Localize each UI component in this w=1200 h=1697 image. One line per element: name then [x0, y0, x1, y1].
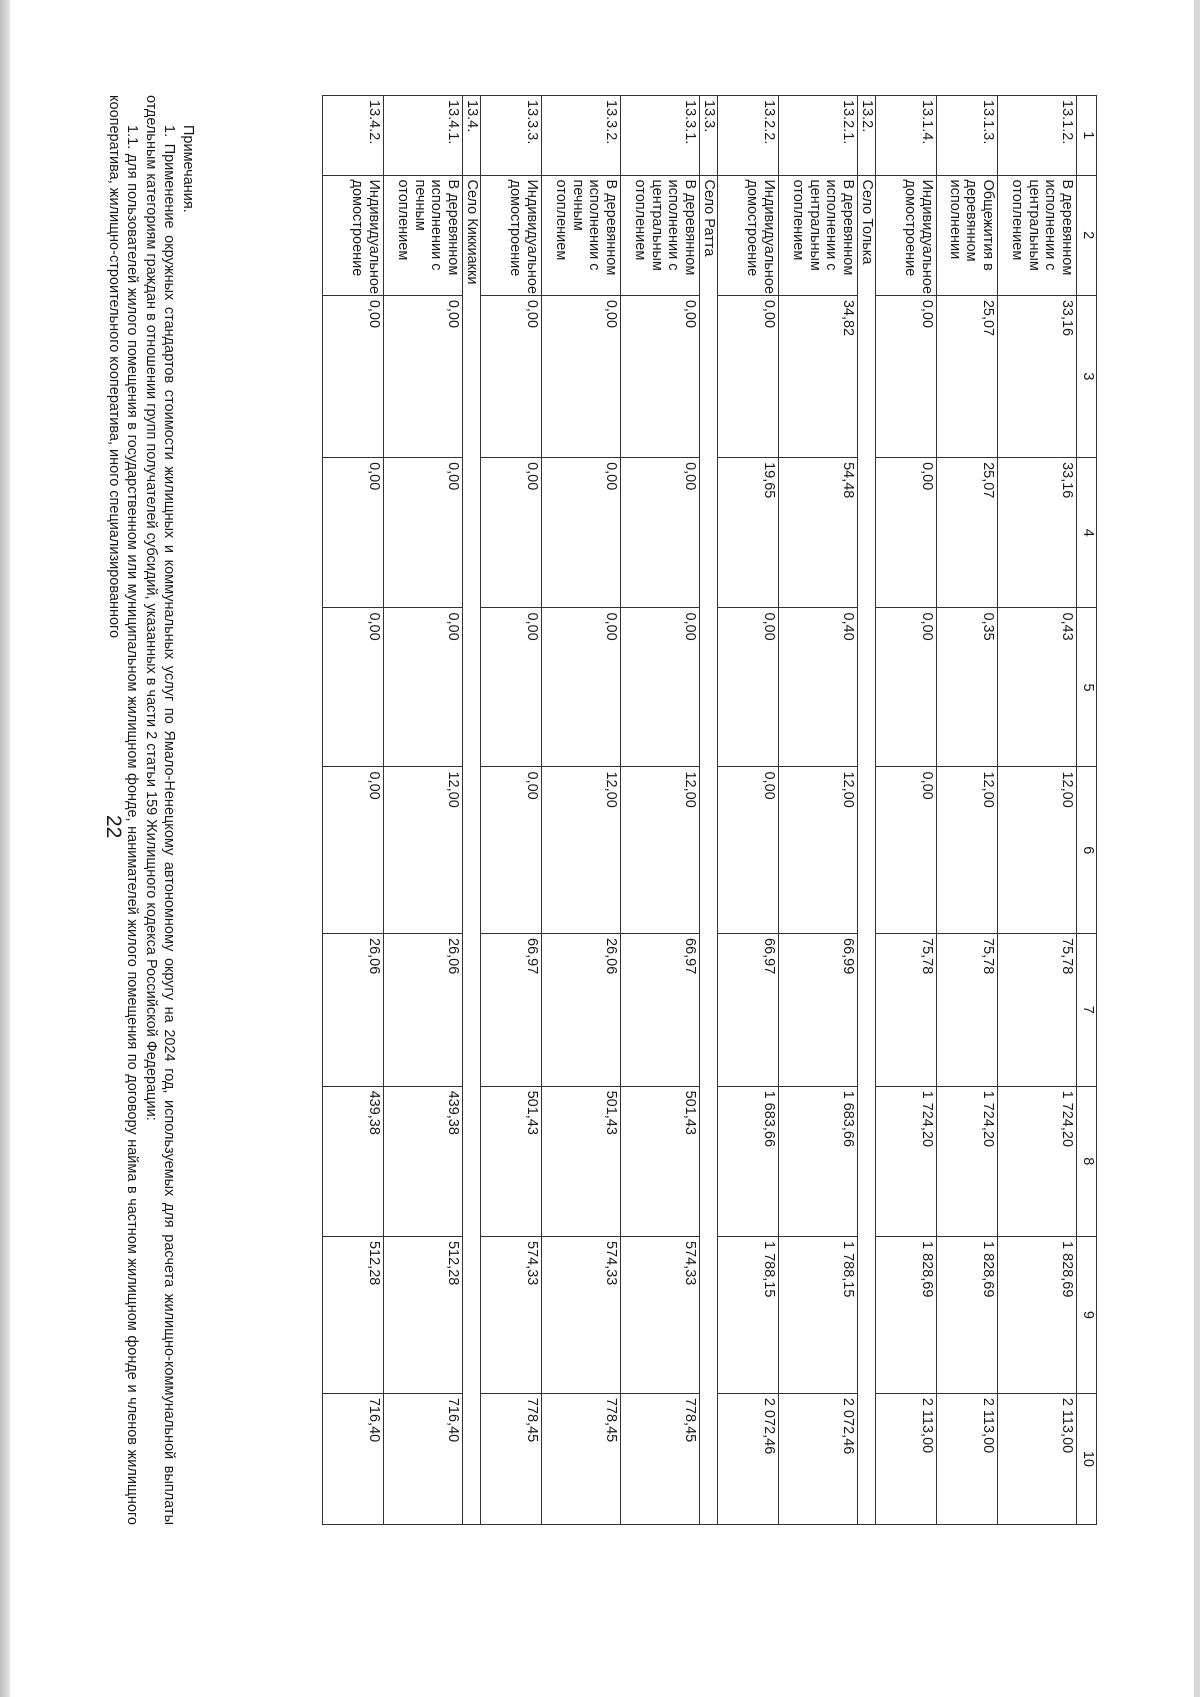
value-cell: 0,35	[937, 608, 998, 767]
column-number-7: 7	[1077, 934, 1097, 1087]
value-cell: 439,38	[384, 1086, 463, 1236]
value-cell: 66,99	[779, 934, 858, 1087]
section-row	[463, 96, 481, 1525]
column-number-3: 3	[1077, 295, 1097, 457]
column-number-6: 6	[1077, 767, 1097, 934]
row-description: Индивидуальное домостроение	[323, 175, 384, 295]
value-cell: 26,06	[542, 934, 621, 1087]
value-cell: 12,00	[621, 767, 700, 934]
section-code: 13.4.	[463, 96, 481, 176]
value-cell: 0,00	[542, 608, 621, 767]
value-cell: 501,43	[621, 1086, 700, 1236]
section-title: Село Киккиакки	[463, 175, 481, 1525]
value-cell: 0,00	[621, 458, 700, 608]
value-cell: 0,00	[481, 608, 542, 767]
rotated-page-content	[27, 95, 1097, 1695]
table-body	[323, 96, 1097, 1525]
section-row	[700, 96, 718, 1525]
value-cell: 0,00	[481, 458, 542, 608]
value-cell: 66,97	[621, 934, 700, 1087]
value-cell: 75,78	[876, 934, 937, 1087]
value-cell: 2 113,00	[998, 1393, 1077, 1524]
value-cell: 33,16	[998, 458, 1077, 608]
value-cell: 0,00	[384, 458, 463, 608]
section-code: 13.2.	[858, 96, 876, 176]
value-cell: 66,97	[718, 934, 779, 1087]
row-code: 13.1.4.	[876, 96, 937, 176]
value-cell: 34,82	[779, 295, 858, 457]
table-row	[542, 96, 621, 1525]
value-cell: 0,00	[718, 608, 779, 767]
value-cell: 26,06	[323, 934, 384, 1087]
value-cell: 512,28	[323, 1236, 384, 1393]
value-cell: 0,00	[876, 458, 937, 608]
value-cell: 0,00	[621, 608, 700, 767]
value-cell: 1 724,20	[876, 1086, 937, 1236]
section-code: 13.3.	[700, 96, 718, 176]
column-number-5: 5	[1077, 608, 1097, 767]
table-row	[621, 96, 700, 1525]
value-cell: 1 788,15	[779, 1236, 858, 1393]
value-cell: 1 724,20	[998, 1086, 1077, 1236]
value-cell: 12,00	[998, 767, 1077, 934]
value-cell: 1 724,20	[937, 1086, 998, 1236]
value-cell: 716,40	[384, 1393, 463, 1524]
page-number: 22	[102, 815, 125, 839]
value-cell: 0,00	[876, 767, 937, 934]
value-cell: 501,43	[481, 1086, 542, 1236]
value-cell: 12,00	[384, 767, 463, 934]
value-cell: 512,28	[384, 1236, 463, 1393]
row-description: В деревянном исполнении с центральным отоплением	[779, 175, 858, 295]
row-description: В деревянном исполнении с центральным отоплением	[621, 175, 700, 295]
row-description: Индивидуальное домостроение	[876, 175, 937, 295]
row-code: 13.4.1.	[384, 96, 463, 176]
value-cell: 0,00	[323, 458, 384, 608]
value-cell: 0,00	[323, 608, 384, 767]
value-cell: 1 788,15	[718, 1236, 779, 1393]
notes-title: Примечания.	[180, 125, 196, 213]
value-cell: 0,40	[779, 608, 858, 767]
value-cell: 1 828,69	[937, 1236, 998, 1393]
value-cell: 75,78	[998, 934, 1077, 1087]
value-cell: 12,00	[542, 767, 621, 934]
note-paragraph-1-1: 1.1. для пользователей жилого помещения в государственном или муниципальном жилищном фонде, нанимателей жилого помещения по договору найма в частном жилищном фонде и членов жилищного кооператива, жилищно-строительного кооператива, иного специализированного	[105, 95, 141, 1525]
value-cell: 0,00	[718, 295, 779, 457]
value-cell: 0,00	[542, 295, 621, 457]
value-cell: 2 072,46	[779, 1393, 858, 1524]
row-description: Общежития в деревянном исполнении	[937, 175, 998, 295]
section-title: Село Толька	[858, 175, 876, 1525]
value-cell: 0,00	[718, 767, 779, 934]
column-number-10: 10	[1077, 1393, 1097, 1524]
value-cell: 0,00	[621, 295, 700, 457]
row-description: В деревянном исполнении с центральным отоплением	[998, 175, 1077, 295]
value-cell: 1 683,66	[779, 1086, 858, 1236]
table-row	[718, 96, 779, 1525]
row-code: 13.1.3.	[937, 96, 998, 176]
column-number-2: 2	[1077, 175, 1097, 295]
value-cell: 2 072,46	[718, 1393, 779, 1524]
value-cell: 0,00	[323, 767, 384, 934]
column-number-1: 1	[1077, 96, 1097, 176]
value-cell: 25,07	[937, 458, 998, 608]
scan-left-edge	[0, 0, 10, 1697]
value-cell: 0,00	[323, 295, 384, 457]
row-code: 13.2.1.	[779, 96, 858, 176]
value-cell: 0,00	[876, 608, 937, 767]
table-row	[876, 96, 937, 1525]
value-cell: 1 828,69	[876, 1236, 937, 1393]
value-cell: 1 828,69	[998, 1236, 1077, 1393]
value-cell: 439,38	[323, 1086, 384, 1236]
value-cell: 0,00	[481, 767, 542, 934]
value-cell: 0,00	[384, 295, 463, 457]
value-cell: 778,45	[621, 1393, 700, 1524]
column-number-4: 4	[1077, 458, 1097, 608]
table-row	[481, 96, 542, 1525]
table-row	[384, 96, 463, 1525]
value-cell: 778,45	[481, 1393, 542, 1524]
scan-right-edge	[1194, 0, 1200, 1697]
value-cell: 574,33	[481, 1236, 542, 1393]
row-code: 13.3.2.	[542, 96, 621, 176]
value-cell: 54,48	[779, 458, 858, 608]
value-cell: 66,97	[481, 934, 542, 1087]
section-title: Село Ратта	[700, 175, 718, 1525]
table-row	[998, 96, 1077, 1525]
value-cell: 19,65	[718, 458, 779, 608]
value-cell: 12,00	[779, 767, 858, 934]
row-code: 13.3.3.	[481, 96, 542, 176]
value-cell: 75,78	[937, 934, 998, 1087]
value-cell: 0,00	[542, 458, 621, 608]
row-code: 13.1.2.	[998, 96, 1077, 176]
table-row	[779, 96, 858, 1525]
value-cell: 0,00	[384, 608, 463, 767]
value-cell: 778,45	[542, 1393, 621, 1524]
table-row	[323, 96, 384, 1525]
value-cell: 33,16	[998, 295, 1077, 457]
value-cell: 716,40	[323, 1393, 384, 1524]
value-cell: 26,06	[384, 934, 463, 1087]
value-cell: 12,00	[937, 767, 998, 934]
row-code: 13.3.1.	[621, 96, 700, 176]
row-description: В деревянном исполнении с печным отоплением	[542, 175, 621, 295]
value-cell: 0,00	[481, 295, 542, 457]
section-row	[858, 96, 876, 1525]
standards-table	[322, 95, 1097, 1525]
value-cell: 25,07	[937, 295, 998, 457]
value-cell: 574,33	[621, 1236, 700, 1393]
notes-section	[104, 95, 197, 1525]
value-cell: 0,43	[998, 608, 1077, 767]
row-code: 13.4.2.	[323, 96, 384, 176]
value-cell: 2 113,00	[937, 1393, 998, 1524]
note-paragraph-1: 1. Применение окружных стандартов стоимости жилищных и коммунальных услуг по Ямало-Ненецкому автономному округу на 2024 год, используемых для расчета жилищно-коммунальной выплаты отдельным категориям граждан в отношении групп получателей субсидий, указанных в части 2 статьи 159 Жилищного кодекса Российской Федерации:	[142, 95, 178, 1525]
row-code: 13.2.2.	[718, 96, 779, 176]
column-number-9: 9	[1077, 1236, 1097, 1393]
value-cell: 501,43	[542, 1086, 621, 1236]
table-row	[937, 96, 998, 1525]
value-cell: 0,00	[876, 295, 937, 457]
row-description: Индивидуальное домостроение	[718, 175, 779, 295]
row-description: В деревянном исполнении с печным отоплением	[384, 175, 463, 295]
row-description: Индивидуальное домостроение	[481, 175, 542, 295]
value-cell: 574,33	[542, 1236, 621, 1393]
value-cell: 1 683,66	[718, 1086, 779, 1236]
column-number-8: 8	[1077, 1086, 1097, 1236]
table-header-row	[1077, 96, 1097, 1525]
value-cell: 2 113,00	[876, 1393, 937, 1524]
